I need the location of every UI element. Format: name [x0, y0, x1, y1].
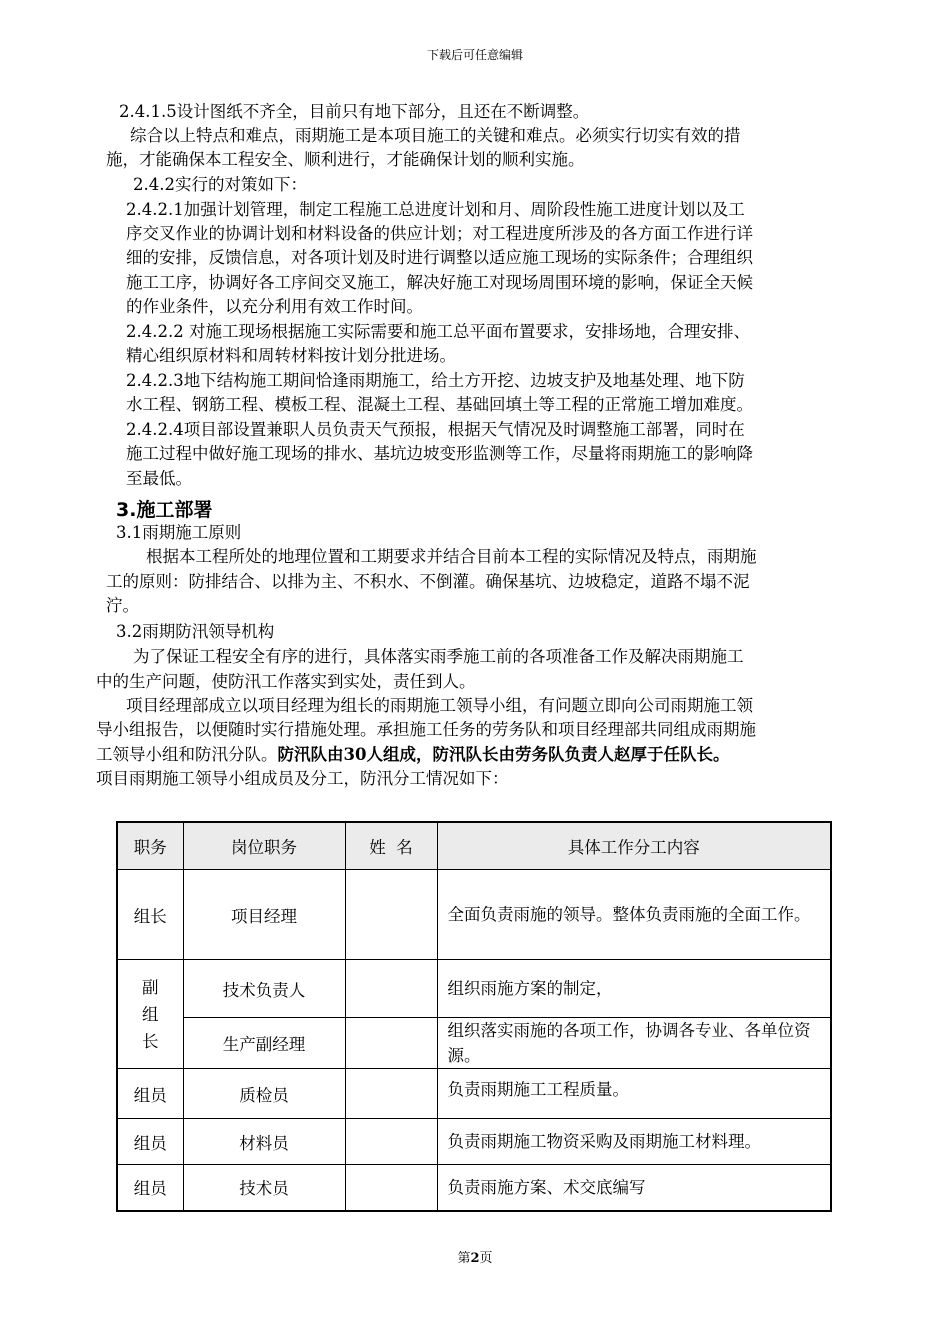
body-line: 施，才能确保本工程安全、顺利进行，才能确保计划的顺利实施。 [106, 150, 585, 169]
paragraph-line: 中的生产问题，使防汛工作落实到实处，责任到人。 [96, 672, 476, 691]
table-row [117, 870, 831, 960]
table-row [117, 1018, 831, 1069]
duty-cell: 负责雨期施工工程质量。 [437, 1069, 831, 1119]
name-cell [345, 870, 437, 960]
table-row [117, 1119, 831, 1165]
paragraph-line [96, 743, 729, 767]
paragraph-line: 项目雨期施工领导小组成员及分工，防汛分工情况如下： [96, 769, 509, 788]
position-cell: 材料员 [183, 1119, 345, 1165]
section-title: 3.施工部署 [116, 499, 213, 521]
duty-cell: 负责雨施方案、术交底编写 [437, 1165, 831, 1211]
page-header: 下载后可任意编辑 [426, 48, 523, 62]
duty-cell: 组织落实雨施的各项工作，协调各专业、各单位资源。 [437, 1018, 831, 1069]
paragraph-line: 工的原则：防排结合、以排为主、不积水、不倒灌。确保基坑、边坡稳定，道路不塌不泥 [106, 572, 750, 591]
body-line: 2.4.2.3地下结构施工期间恰逢雨期施工，给土方开挖、边坡支护及地基处理、地下防 [126, 371, 745, 390]
role-cell: 组员 [117, 1165, 183, 1211]
subsection-title: 3.2雨期防汛领导机构 [116, 622, 275, 641]
body-line: 2.4.2实行的对策如下： [133, 175, 307, 194]
role-text-vertical: 副组长 [142, 977, 159, 1051]
table-row [117, 1069, 831, 1119]
duty-cell: 组织雨施方案的制定， [437, 960, 831, 1018]
role-cell: 组长 [117, 870, 183, 960]
position-cell: 项目经理 [183, 870, 345, 960]
position-cell: 生产副经理 [183, 1018, 345, 1069]
body-line: 2.4.2.2 对施工现场根据施工实际需要和施工总平面布置要求，安排场地，合理安排、 [126, 322, 750, 341]
body-line: 施工工序，协调好各工序间交叉施工，解决好施工对现场周围环境的影响，保证全天候 [126, 273, 753, 292]
table-header: 岗位职务 [183, 822, 345, 870]
position-cell: 技术员 [183, 1165, 345, 1211]
body-line: 2.4.1.5设计图纸不齐全，目前只有地下部分，且还在不断调整。 [119, 102, 590, 121]
body-line: 的作业条件，以充分利用有效工作时间。 [126, 297, 423, 316]
body-line: 序交叉作业的协调计划和材料设备的供应计划；对工程进度所涉及的各方面工作进行详 [126, 224, 753, 243]
page-footer [0, 1247, 950, 1266]
page-suffix: 页 [479, 1251, 493, 1266]
name-cell [345, 1069, 437, 1119]
table-header: 姓 名 [345, 822, 437, 870]
body-line: 2.4.2.4项目部设置兼职人员负责天气预报，根据天气情况及时调整施工部署，同时在 [126, 420, 745, 439]
body-line: 细的安排，反馈信息，对各项计划及时进行调整以适应施工现场的实际条件；合理组织 [126, 248, 753, 267]
name-cell [345, 960, 437, 1018]
paragraph-text: 工领导小组和防汛分队。 [96, 745, 278, 764]
table-header: 职务 [117, 822, 183, 870]
org-table [116, 821, 832, 1212]
paragraph-line: 项目经理部成立以项目经理为组长的雨期施工领导小组，有问题立即向公司雨期施工领 [126, 696, 753, 715]
role-cell: 组员 [117, 1069, 183, 1119]
paragraph-line: 根据本工程所处的地理位置和工期要求并结合目前本工程的实际情况及特点，雨期施 [146, 547, 757, 566]
body-line: 施工过程中做好施工现场的排水、基坑边坡变形监测等工作，尽量将雨期施工的影响降 [126, 444, 753, 463]
position-cell: 技术负责人 [183, 960, 345, 1018]
name-cell [345, 1165, 437, 1211]
role-cell [117, 960, 183, 1069]
body-line: 综合以上特点和难点，雨期施工是本项目施工的关键和难点。必须实行切实有效的措 [130, 126, 741, 145]
table-header: 具体工作分工内容 [437, 822, 831, 870]
body-line: 至最低。 [126, 469, 192, 488]
position-cell: 质检员 [183, 1069, 345, 1119]
name-cell [345, 1018, 437, 1069]
table-row [117, 960, 831, 1018]
body-line: 精心组织原材料和周转材料按计划分批进场。 [126, 346, 456, 365]
subsection-title: 3.1雨期施工原则 [116, 523, 242, 542]
page-number: 2 [470, 1251, 480, 1266]
paragraph-line: 为了保证工程安全有序的进行，具体落实雨季施工前的各项准备工作及解决雨期施工 [133, 647, 744, 666]
paragraph-line: 导小组报告，以便随时实行措施处理。承担施工任务的劳务队和项目经理部共同组成雨期施 [96, 720, 756, 739]
table-header-row [117, 822, 831, 870]
name-cell [345, 1119, 437, 1165]
duty-cell: 全面负责雨施的领导。整体负责雨施的全面工作。 [437, 870, 831, 960]
paragraph-line: 泞。 [106, 596, 139, 615]
duty-cell: 负责雨期施工物资采购及雨期施工材料理。 [437, 1119, 831, 1165]
table-row [117, 1165, 831, 1211]
body-line: 2.4.2.1加强计划管理，制定工程施工总进度计划和月、周阶段性施工进度计划以及工 [126, 200, 745, 219]
body-line: 水工程、钢筋工程、模板工程、混凝土工程、基础回填土等工程的正常施工增加难度。 [126, 395, 753, 414]
role-cell: 组员 [117, 1119, 183, 1165]
bold-statement: 防汛队由30人组成，防汛队长由劳务队负责人赵厚于任队长。 [277, 745, 730, 764]
page-prefix: 第 [457, 1251, 471, 1266]
